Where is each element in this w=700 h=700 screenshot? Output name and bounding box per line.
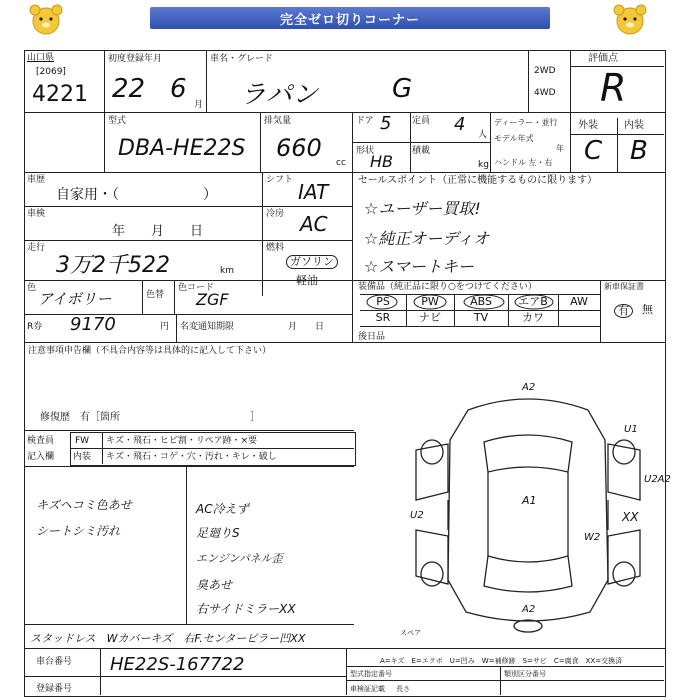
length-label: 長さ bbox=[396, 685, 410, 693]
left-note-2: シートシミ汚れ bbox=[36, 524, 121, 538]
yen-unit: 円 bbox=[160, 322, 170, 332]
right-note-5: 右サイドミラーXX bbox=[196, 602, 296, 616]
grade-value: G bbox=[392, 74, 413, 104]
equip-pw: PW bbox=[421, 295, 439, 308]
model-value: DBA-HE22S bbox=[118, 136, 246, 161]
equip-aw: AW bbox=[570, 295, 588, 308]
equipment-circles bbox=[360, 294, 600, 326]
mileage-label: 走行 bbox=[27, 243, 46, 253]
displacement-value: 660 bbox=[276, 134, 322, 162]
shift-label: シフト bbox=[266, 175, 294, 185]
equipment-label: 装備品（純正品に限り○をつけてください） bbox=[358, 282, 537, 292]
shift-value: IAT bbox=[298, 180, 329, 204]
shaken-label: 車検 bbox=[27, 209, 46, 219]
shaken-value: 年 月 日 bbox=[112, 224, 204, 239]
name-change-value: 月 日 bbox=[288, 322, 325, 332]
color-change-label: 色替 bbox=[146, 290, 165, 300]
damage-mark-right-front: U1 bbox=[624, 424, 638, 435]
color-code-value: ZGF bbox=[196, 290, 229, 309]
name-change-label: 名変通知期限 bbox=[180, 322, 235, 332]
class-label: 類別区分番号 bbox=[504, 670, 546, 678]
left-note-1: キズヘコミ色あせ bbox=[36, 498, 132, 512]
bottom-note: スタッドレス Wカバーキズ 右F.センターピラー凹XX bbox=[30, 632, 306, 645]
right-note-4: 臭あせ bbox=[196, 578, 233, 592]
car-name-value: ラパン bbox=[240, 80, 319, 110]
score-label: 評価点 bbox=[588, 53, 618, 64]
first-registration-year: 22 bbox=[112, 74, 146, 104]
chassis-number: HE22S-167722 bbox=[110, 654, 245, 675]
cc-unit: cc bbox=[336, 158, 346, 168]
right-note-3: エンジンパネル歪 bbox=[196, 552, 283, 565]
interior-label: 内装 bbox=[624, 120, 644, 131]
mileage-unit: km bbox=[220, 266, 234, 276]
aircon-label: 冷房 bbox=[266, 209, 285, 219]
later-install-label: 後日品 bbox=[358, 332, 386, 342]
interior-score: B bbox=[630, 136, 648, 166]
month-unit: 月 bbox=[194, 100, 204, 110]
spare-label: スペア bbox=[400, 629, 421, 637]
fw-label: FW bbox=[75, 436, 90, 446]
type-spec-label: 型式指定番号 bbox=[350, 670, 392, 678]
damage-mark-right-door: U2A2 bbox=[644, 474, 671, 485]
warranty-label: 新車保証書 bbox=[604, 282, 644, 291]
load-unit: kg bbox=[478, 160, 489, 170]
recycle-label: R券 bbox=[27, 322, 43, 332]
lot-code: [2069] bbox=[36, 67, 66, 77]
usage-label: 車歴 bbox=[27, 175, 46, 185]
displacement-label: 排気量 bbox=[264, 116, 292, 126]
entry-label: 記入欄 bbox=[27, 452, 55, 462]
damage-mark-left: U2 bbox=[410, 510, 424, 521]
score-value: R bbox=[600, 66, 627, 110]
fuel-diesel: 軽油 bbox=[296, 274, 318, 287]
car-damage-diagram bbox=[400, 380, 656, 640]
equip-tv: TV bbox=[473, 311, 489, 324]
capacity-value: 4 bbox=[454, 114, 466, 135]
equip-sr: SR bbox=[375, 311, 391, 324]
damage-mark-front: A2 bbox=[522, 382, 536, 393]
car-name-label: 車名・グレード bbox=[210, 54, 274, 64]
damage-legend: A=キズ E=エクボ U=凹み W=補修跡 S=サビ C=腐食 XX=交換済 bbox=[380, 657, 623, 665]
capacity-label: 定員 bbox=[412, 116, 431, 126]
fuel-gasoline: ガソリン bbox=[286, 255, 338, 269]
right-note-1: AC冷えず bbox=[196, 502, 249, 516]
equip-abs: ABS bbox=[470, 295, 492, 308]
fw-items: キズ・飛石・ヒビ割・リペア跡・×要 bbox=[106, 436, 258, 446]
color-label: 色 bbox=[27, 283, 37, 293]
drive-2wd-label: 2WD bbox=[534, 66, 556, 76]
lot-number: 4221 bbox=[32, 82, 88, 107]
registration-label: 登録番号 bbox=[36, 684, 73, 694]
exterior-label: 外装 bbox=[578, 120, 598, 131]
recycle-value: 9170 bbox=[70, 314, 116, 335]
warranty-yes: 有 bbox=[614, 304, 633, 318]
damage-mark-rear: A2 bbox=[522, 604, 536, 615]
equip-airbag: エアB bbox=[518, 295, 548, 308]
size-label: 車検証記載 bbox=[350, 685, 385, 693]
model-label: 型式 bbox=[108, 116, 127, 126]
venue-label: 山口県 bbox=[27, 53, 55, 63]
notes-label: 注意事項申告欄（不具合内容等は具体的に記入して下さい） bbox=[28, 346, 272, 356]
sales-point-1: ☆ユーザー買取! bbox=[364, 199, 481, 218]
shape-value: HB bbox=[370, 152, 394, 171]
chassis-label: 車台番号 bbox=[36, 657, 73, 667]
damage-mark-right-pillar: XX bbox=[622, 510, 639, 524]
damage-mark-roof: A1 bbox=[522, 494, 537, 507]
page-banner: 完全ゼロ切りコーナー bbox=[150, 7, 550, 29]
color-value: アイボリー bbox=[38, 290, 112, 308]
door-label: ドア bbox=[356, 116, 374, 126]
door-value: 5 bbox=[380, 113, 392, 134]
first-registration-label: 初度登録年月 bbox=[108, 54, 163, 64]
fuel-label: 燃料 bbox=[266, 243, 285, 253]
capacity-unit: 人 bbox=[478, 130, 488, 140]
inspector-label: 検査員 bbox=[27, 436, 55, 446]
load-label: 積載 bbox=[412, 146, 431, 156]
bear-mascot-right-icon bbox=[610, 4, 650, 38]
repair-history-label: 修復歴 有［箇所 ］ bbox=[40, 412, 260, 423]
aircon-value: AC bbox=[300, 212, 328, 236]
mileage-value: 3万2千522 bbox=[56, 253, 170, 278]
sales-point-3: ☆スマートキー bbox=[364, 257, 475, 276]
equip-leather: カワ bbox=[522, 311, 544, 324]
exterior-score: C bbox=[584, 136, 603, 166]
first-registration-month: 6 bbox=[170, 74, 187, 104]
damage-mark-rear-side: W2 bbox=[584, 532, 601, 543]
handle-label: ハンドル 左・右 bbox=[494, 158, 553, 167]
right-note-2: 足廻りS bbox=[196, 526, 240, 540]
sales-point-2: ☆純正オーディオ bbox=[364, 229, 490, 248]
warranty-no: 無 bbox=[642, 303, 653, 316]
usage-value: 自家用・（ ） bbox=[56, 187, 217, 203]
bear-mascot-left-icon bbox=[26, 4, 66, 38]
color-code-label: 色コード bbox=[178, 283, 215, 293]
drive-4wd-label: 4WD bbox=[534, 88, 556, 98]
dealer-label: ディーラー・並行 bbox=[494, 118, 558, 127]
int-label: 内装 bbox=[73, 452, 92, 462]
sales-points-label: セールスポイント（正常に機能するものに限ります） bbox=[358, 175, 598, 186]
shape-label: 形状 bbox=[356, 146, 375, 156]
model-year-label: モデル年式 bbox=[494, 134, 534, 143]
equip-ps: PS bbox=[376, 295, 390, 308]
model-year-unit: 年 bbox=[556, 144, 564, 153]
equip-navi: ナビ bbox=[419, 311, 441, 324]
int-items: キズ・飛石・コゲ・穴・汚れ・キレ・破し bbox=[106, 452, 277, 462]
